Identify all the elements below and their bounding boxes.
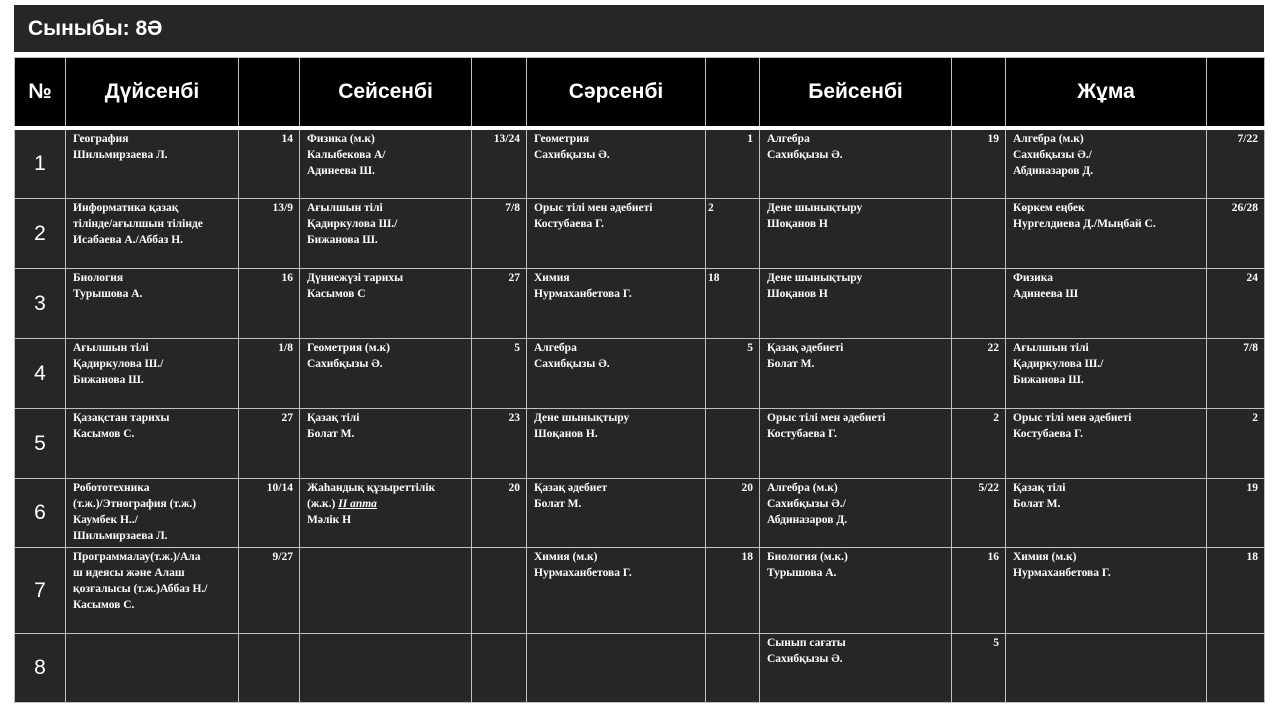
room-cell xyxy=(239,408,300,478)
room-number: 2 xyxy=(708,201,714,214)
lesson-cell-tuesday xyxy=(300,633,472,702)
lesson-cell-tuesday xyxy=(300,128,472,198)
room-number: 7/22 xyxy=(1237,133,1258,145)
subject-text: Жаһандық құзыреттілік (ж.к.) xyxy=(307,481,436,510)
subject-text: Химия (м.к) Нурмаханбетова Г. xyxy=(1013,550,1111,579)
room-cell xyxy=(1207,128,1265,198)
room-number: 16 xyxy=(281,271,293,284)
room-number: 20 xyxy=(741,481,753,494)
lesson-subject-teacher xyxy=(1006,548,1206,581)
teacher-text: Мәлік Н xyxy=(307,513,352,526)
room-number xyxy=(472,548,526,549)
room-number: 1/8 xyxy=(278,341,293,354)
subject-text: Қазақстан тарихы Касымов С. xyxy=(73,411,170,440)
lesson-row xyxy=(15,633,1265,702)
room-number: 26/28 xyxy=(1231,201,1258,214)
subject-text: Дене шынықтыру Шоқанов Н. xyxy=(534,411,630,440)
room-number: 18 xyxy=(708,271,720,284)
subject-text: Биология (м.к.) Турышова А. xyxy=(767,550,848,579)
room-cell xyxy=(706,128,760,198)
lesson-cell-thursday xyxy=(760,198,952,268)
lesson-cell-monday xyxy=(66,478,239,547)
lesson-cell-monday xyxy=(66,547,239,633)
lesson-subject-teacher xyxy=(760,339,951,372)
header-row xyxy=(15,58,1265,129)
lesson-number: 6 xyxy=(15,478,66,547)
header-day-wednesday: Сәрсенбі xyxy=(527,58,706,129)
room-number: 5 xyxy=(514,341,520,354)
room-number: 10/14 xyxy=(266,481,293,494)
lesson-cell-friday xyxy=(1006,338,1207,408)
lesson-subject-teacher xyxy=(300,199,471,248)
lesson-cell-thursday xyxy=(760,128,952,198)
lesson-cell-wednesday xyxy=(527,198,706,268)
room-number: 7/8 xyxy=(505,201,520,214)
room-number: 24 xyxy=(1246,271,1258,284)
lesson-subject-teacher xyxy=(527,548,705,581)
subject-text: Биология Турышова А. xyxy=(73,271,143,300)
room-number: 13/24 xyxy=(493,133,520,145)
room-cell xyxy=(239,198,300,268)
subject-text: География Шильмирзаева Л. xyxy=(73,133,168,161)
lesson-subject-teacher xyxy=(300,269,471,302)
lesson-subject-teacher xyxy=(760,269,951,302)
lesson-cell-thursday xyxy=(760,633,952,702)
subject-text: Қазақ әдебиеті Болат М. xyxy=(767,341,844,370)
lesson-number: 5 xyxy=(15,408,66,478)
lesson-subject-teacher xyxy=(760,548,951,581)
lesson-cell-wednesday xyxy=(527,128,706,198)
lesson-cell-wednesday xyxy=(527,408,706,478)
room-cell xyxy=(706,338,760,408)
room-cell xyxy=(1207,408,1265,478)
lesson-subject-teacher xyxy=(1006,269,1206,302)
subject-text: Ағылшын тілі Қадиркулова Ш./ Бижанова Ш. xyxy=(73,341,164,386)
room-cell xyxy=(1207,547,1265,633)
lesson-subject-teacher xyxy=(300,479,471,528)
room-number xyxy=(706,634,759,635)
lesson-cell-tuesday xyxy=(300,338,472,408)
subject-text: Алгебра Сахибқызы Ә. xyxy=(534,341,610,370)
room-number xyxy=(952,199,1005,200)
lesson-subject-teacher xyxy=(1006,130,1206,179)
header-room xyxy=(706,58,760,129)
lesson-subject-teacher xyxy=(527,130,705,163)
lesson-cell-thursday xyxy=(760,478,952,547)
lesson-subject-teacher xyxy=(66,339,238,388)
header-room xyxy=(239,58,300,129)
room-cell xyxy=(1207,478,1265,547)
room-cell xyxy=(472,547,527,633)
lesson-cell-tuesday xyxy=(300,268,472,338)
lesson-subject-teacher xyxy=(527,409,705,442)
lesson-row xyxy=(15,547,1265,633)
subject-text: Ағылшын тілі Қадиркулова Ш./ Бижанова Ш. xyxy=(1013,341,1104,386)
schedule-page xyxy=(14,5,1264,679)
lesson-cell-friday xyxy=(1006,408,1207,478)
room-number: 5 xyxy=(747,341,753,354)
lesson-subject-teacher xyxy=(1006,199,1206,232)
subject-text: Орыс тілі мен әдебиеті Костубаева Г. xyxy=(767,411,886,440)
room-number: 19 xyxy=(987,133,999,145)
subject-text: Дене шынықтыру Шоқанов Н xyxy=(767,271,863,300)
lesson-subject-teacher xyxy=(66,548,238,613)
lesson-row xyxy=(15,198,1265,268)
lesson-cell-wednesday xyxy=(527,338,706,408)
week-note: II апта xyxy=(338,497,377,510)
room-cell xyxy=(239,478,300,547)
lesson-subject-teacher xyxy=(300,339,471,372)
lesson-number: 2 xyxy=(15,198,66,268)
subject-text: Алгебра Сахибқызы Ә. xyxy=(767,133,843,161)
room-cell xyxy=(472,268,527,338)
lesson-cell-monday xyxy=(66,338,239,408)
lesson-subject-teacher xyxy=(300,409,471,442)
room-cell xyxy=(472,633,527,702)
subject-text: Қазақ тілі Болат М. xyxy=(307,411,360,440)
lesson-cell-thursday xyxy=(760,408,952,478)
lesson-number: 1 xyxy=(15,128,66,198)
lesson-number: 4 xyxy=(15,338,66,408)
lesson-subject-teacher xyxy=(760,130,951,163)
subject-text: Орыс тілі мен әдебиеті Костубаева Г. xyxy=(1013,411,1132,440)
lesson-subject-teacher xyxy=(66,479,238,544)
room-cell xyxy=(706,198,760,268)
room-number: 18 xyxy=(1246,550,1258,563)
room-cell xyxy=(706,478,760,547)
room-cell xyxy=(1207,633,1265,702)
room-cell xyxy=(952,268,1006,338)
subject-text: Химия Нурмаханбетова Г. xyxy=(534,271,632,300)
subject-text: Сынып сағаты Сахибқызы Ә. xyxy=(767,636,846,665)
room-cell xyxy=(239,633,300,702)
lesson-cell-monday xyxy=(66,128,239,198)
timetable-body xyxy=(15,128,1265,702)
lesson-cell-friday xyxy=(1006,268,1207,338)
lesson-subject-teacher xyxy=(300,548,471,549)
room-number: 13/9 xyxy=(272,201,293,214)
subject-text: Көркем еңбек Нургелдиева Д./Мыңбай С. xyxy=(1013,201,1156,230)
lesson-cell-monday xyxy=(66,268,239,338)
lesson-subject-teacher xyxy=(66,269,238,302)
subject-text: Қазақ әдебиет Болат М. xyxy=(534,481,608,510)
room-cell xyxy=(952,338,1006,408)
lesson-subject-teacher xyxy=(66,199,238,248)
room-cell xyxy=(952,547,1006,633)
room-cell xyxy=(239,547,300,633)
lesson-subject-teacher xyxy=(1006,339,1206,388)
lesson-number: 7 xyxy=(15,547,66,633)
header-day-monday: Дүйсенбі xyxy=(66,58,239,129)
lesson-number: 8 xyxy=(15,633,66,702)
lesson-cell-friday xyxy=(1006,633,1207,702)
room-number: 7/8 xyxy=(1243,341,1258,354)
header-room xyxy=(1207,58,1265,129)
lesson-cell-tuesday xyxy=(300,478,472,547)
subject-text: Информатика қазақ тілінде/ағылшын тілінде Исабаева А./Аббаз Н. xyxy=(73,201,203,246)
lesson-cell-tuesday xyxy=(300,198,472,268)
lesson-cell-thursday xyxy=(760,547,952,633)
class-title: Сыныбы: 8Ә xyxy=(14,5,1264,52)
room-number: 20 xyxy=(508,481,520,494)
room-cell xyxy=(239,338,300,408)
subject-text: Дүниежүзі тарихы Касымов С xyxy=(307,271,404,300)
room-number xyxy=(706,409,759,410)
lesson-subject-teacher xyxy=(1006,479,1206,512)
lesson-cell-monday xyxy=(66,633,239,702)
subject-text: Дене шынықтыру Шоқанов Н xyxy=(767,201,863,230)
room-number: 23 xyxy=(508,411,520,424)
room-number xyxy=(239,634,299,635)
lesson-subject-teacher xyxy=(66,130,238,163)
subject-text: Геометрия (м.к) Сахибқызы Ә. xyxy=(307,341,390,370)
lesson-subject-teacher xyxy=(760,409,951,442)
room-number xyxy=(952,269,1005,270)
header-day-tuesday: Сейсенбі xyxy=(300,58,472,129)
timetable xyxy=(14,57,1265,703)
room-cell xyxy=(952,633,1006,702)
header-day-friday: Жұма xyxy=(1006,58,1207,129)
room-number: 14 xyxy=(281,133,293,145)
subject-text: Ағылшын тілі Қадиркулова Ш./ Бижанова Ш. xyxy=(307,201,398,246)
lesson-cell-tuesday xyxy=(300,547,472,633)
lesson-cell-wednesday xyxy=(527,268,706,338)
room-number: 2 xyxy=(1252,411,1258,424)
room-number: 19 xyxy=(1246,481,1258,494)
room-number: 2 xyxy=(993,411,999,424)
lesson-cell-monday xyxy=(66,198,239,268)
room-cell xyxy=(1207,198,1265,268)
room-number: 18 xyxy=(741,550,753,563)
room-number: 27 xyxy=(281,411,293,424)
subject-text: Химия (м.к) Нурмаханбетова Г. xyxy=(534,550,632,579)
lesson-cell-thursday xyxy=(760,268,952,338)
room-number: 1 xyxy=(747,133,753,145)
room-cell xyxy=(706,547,760,633)
room-cell xyxy=(472,128,527,198)
room-number: 5 xyxy=(993,636,999,649)
lesson-subject-teacher xyxy=(66,409,238,442)
subject-text: Робототехника (т.ж.)/Этнография (т.ж.) Каумбек Н../ Шильмирзаева Л. xyxy=(73,481,197,542)
header-room xyxy=(472,58,527,129)
room-cell xyxy=(952,128,1006,198)
lesson-cell-friday xyxy=(1006,547,1207,633)
lesson-subject-teacher xyxy=(760,199,951,232)
room-cell xyxy=(1207,268,1265,338)
subject-text: Орыс тілі мен әдебиеті Костубаева Г. xyxy=(534,201,653,230)
lesson-cell-wednesday xyxy=(527,633,706,702)
lesson-row xyxy=(15,128,1265,198)
room-number xyxy=(1207,634,1264,635)
room-cell xyxy=(472,338,527,408)
subject-text: Алгебра (м.к) Сахибқызы Ә./ Абдиназаров Д. xyxy=(1013,133,1094,177)
subject-text: Қазақ тілі Болат М. xyxy=(1013,481,1066,510)
room-cell xyxy=(472,478,527,547)
room-number: 5/22 xyxy=(978,481,999,494)
room-cell xyxy=(952,198,1006,268)
header-number: № xyxy=(15,58,66,129)
room-cell xyxy=(706,633,760,702)
lesson-subject-teacher xyxy=(300,130,471,179)
header-day-thursday: Бейсенбі xyxy=(760,58,952,129)
lesson-cell-tuesday xyxy=(300,408,472,478)
lesson-row xyxy=(15,268,1265,338)
room-cell xyxy=(239,268,300,338)
lesson-subject-teacher xyxy=(527,634,705,635)
lesson-cell-wednesday xyxy=(527,547,706,633)
subject-text: Геометрия Сахибқызы Ә. xyxy=(534,133,610,161)
lesson-cell-friday xyxy=(1006,128,1207,198)
lesson-subject-teacher xyxy=(760,634,951,667)
room-number: 9/27 xyxy=(272,550,293,563)
room-cell xyxy=(472,198,527,268)
lesson-subject-teacher xyxy=(66,634,238,635)
room-number: 22 xyxy=(987,341,999,354)
lesson-subject-teacher xyxy=(1006,409,1206,442)
lesson-row xyxy=(15,478,1265,547)
lesson-row xyxy=(15,338,1265,408)
subject-text: Программалау(т.ж.)/Ала ш идеясы және Алаш қозғалысы (т.ж.)Аббаз Н./ Касымов С. xyxy=(73,550,208,611)
subject-text: Физика (м.к) Калыбекова А/ Адинеева Ш. xyxy=(307,133,386,177)
room-cell xyxy=(706,408,760,478)
room-number: 27 xyxy=(508,271,520,284)
lesson-subject-teacher xyxy=(527,479,705,512)
room-cell xyxy=(952,478,1006,547)
subject-text: Алгебра (м.к) Сахибқызы Ә./ Абдиназаров Д. xyxy=(767,481,848,526)
lesson-cell-wednesday xyxy=(527,478,706,547)
room-cell xyxy=(706,268,760,338)
room-cell xyxy=(239,128,300,198)
lesson-subject-teacher xyxy=(527,339,705,372)
lesson-cell-friday xyxy=(1006,478,1207,547)
header-room xyxy=(952,58,1006,129)
lesson-subject-teacher xyxy=(760,479,951,528)
lesson-row xyxy=(15,408,1265,478)
lesson-subject-teacher xyxy=(527,199,705,232)
room-number: 16 xyxy=(987,550,999,563)
room-number xyxy=(472,634,526,635)
lesson-subject-teacher xyxy=(300,634,471,635)
room-cell xyxy=(952,408,1006,478)
room-cell xyxy=(1207,338,1265,408)
lesson-cell-thursday xyxy=(760,338,952,408)
lesson-subject-teacher xyxy=(527,269,705,302)
lesson-cell-monday xyxy=(66,408,239,478)
room-cell xyxy=(472,408,527,478)
lesson-subject-teacher xyxy=(1006,634,1206,635)
lesson-number: 3 xyxy=(15,268,66,338)
subject-text: Физика Адинеева Ш xyxy=(1013,271,1079,300)
lesson-cell-friday xyxy=(1006,198,1207,268)
